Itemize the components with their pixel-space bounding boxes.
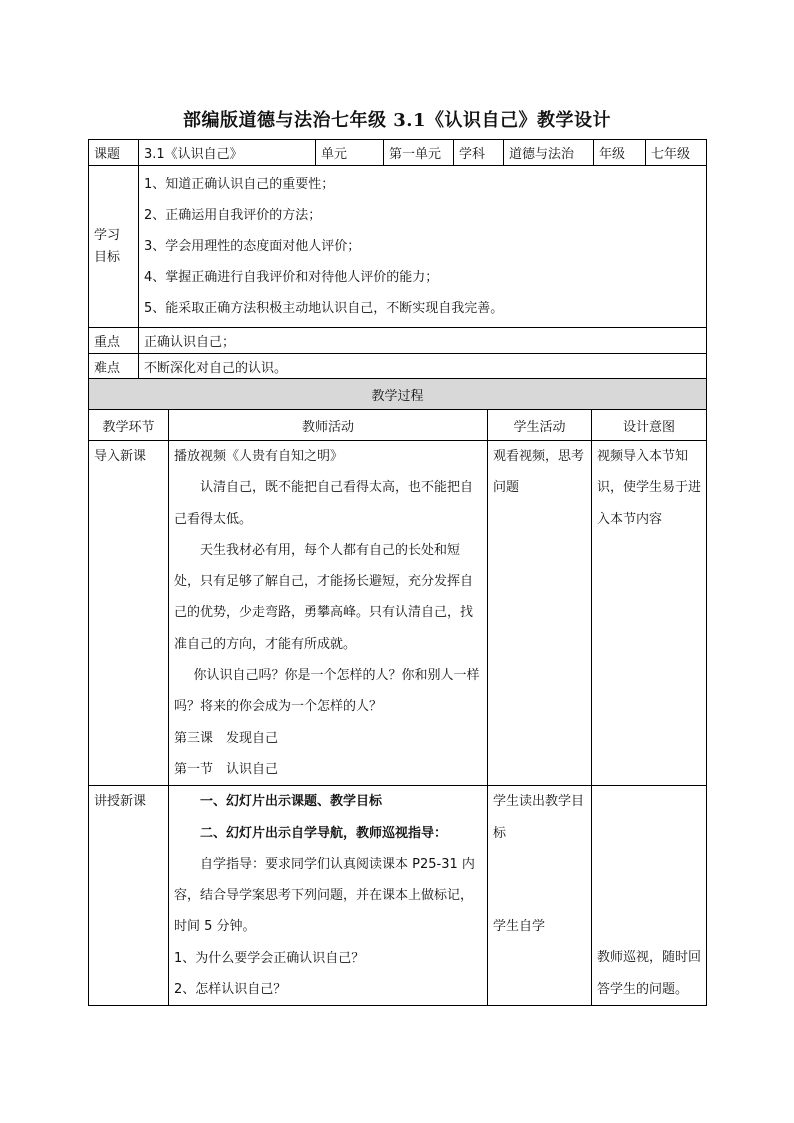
teacher-line: 一、幻灯片出示课题、教学目标 — [200, 794, 383, 810]
goal-item: 5、能采取正确方法积极主动地认识自己，不断实现自我完善。 — [144, 301, 504, 316]
key-point-value: 正确认识自己； — [139, 328, 707, 354]
teacher-line: 自学指导：要求同学们认真阅读课本 P25-31 内容，结合导学案思考下列问题，并在课本上做标记，时间 5 分钟。 — [174, 856, 475, 935]
process-title: 教学过程 — [89, 379, 707, 410]
document-title: 部编版道德与法治七年级 3.1《认识自己》教学设计 — [182, 110, 612, 131]
column-header-stage: 教学环节 — [89, 410, 169, 441]
teacher-line: 你认识自己吗？你是一个怎样的人？你和别人一样吗？将来的你会成为一个怎样的人？ — [174, 668, 480, 715]
subject-value: 道德与法治 — [504, 140, 594, 166]
stage-cell — [89, 786, 169, 1006]
student-activity-cell — [488, 441, 592, 786]
intent-cell — [592, 786, 707, 1006]
student-activity-cell — [488, 786, 592, 1006]
column-header-student: 学生活动 — [488, 410, 592, 441]
grade-label: 年级 — [594, 140, 646, 166]
stage-lecture: 讲授新课 — [94, 794, 147, 810]
difficult-point-value: 不断深化对自己的认识。 — [139, 354, 707, 380]
lesson-info-table — [88, 139, 707, 380]
design-intent: 视频导入本节知识，使学生易于进入本节内容 — [597, 449, 702, 527]
goal-item: 1、知道正确认识自己的重要性； — [144, 177, 335, 192]
column-header-intent: 设计意图 — [592, 410, 707, 441]
difficult-point-label: 难点 — [89, 354, 139, 380]
goals-label-text: 学习目标 — [94, 227, 121, 265]
unit-value: 第一单元 — [384, 140, 454, 166]
goal-item: 2、正确运用自我评价的方法； — [144, 208, 322, 223]
teacher-activity-cell — [169, 786, 488, 1006]
teacher-line: 1、为什么要学会正确认识自己？ — [174, 950, 365, 966]
teaching-process-table — [88, 378, 707, 1006]
teacher-line: 播放视频《人贵有自知之明》 — [174, 449, 344, 464]
intent-cell — [592, 441, 707, 786]
student-activity: 学生自学 — [493, 918, 546, 934]
goal-item: 4、掌握正确进行自我评价和对待他人评价的能力； — [144, 270, 439, 285]
key-point-label: 重点 — [89, 328, 139, 354]
stage-intro: 导入新课 — [94, 449, 147, 464]
table-row — [89, 441, 707, 786]
stage-cell — [89, 441, 169, 786]
teacher-activity-cell — [169, 441, 488, 786]
subject-label: 学科 — [454, 140, 504, 166]
teacher-line: 认清自己，既不能把自己看得太高，也不能把自己看得太低。 — [174, 480, 474, 527]
student-activity: 学生读出教学目标 — [493, 794, 585, 841]
grade-value: 七年级 — [646, 140, 707, 166]
goals-label — [89, 166, 139, 328]
student-activity: 观看视频，思考问题 — [493, 449, 585, 496]
teacher-line: 天生我材必有用，每个人都有自己的长处和短处，只有足够了解自己，才能扬长避短，充分发挥自己的优势，少走弯路，勇攀高峰。只有认清自己，找准自己的方向，才能有所成就。 — [174, 542, 474, 652]
teacher-line: 第一节 认识自己 — [174, 761, 279, 777]
teacher-line: 2、怎样认识自己？ — [174, 982, 287, 998]
table-row — [89, 786, 707, 1006]
teacher-line: 第三课 发现自己 — [174, 730, 279, 746]
column-header-teacher: 教师活动 — [169, 410, 488, 441]
lesson-value: 3.1《认识自己》 — [139, 140, 316, 166]
unit-label: 单元 — [316, 140, 384, 166]
teacher-line: 二、幻灯片出示自学导航，教师巡视指导： — [200, 825, 448, 841]
design-intent: 教师巡视，随时回答学生的问题。 — [597, 950, 702, 997]
goal-item: 3、学会用理性的态度面对他人评价； — [144, 239, 361, 254]
lesson-label: 课题 — [89, 140, 139, 166]
goals-list — [139, 166, 707, 328]
